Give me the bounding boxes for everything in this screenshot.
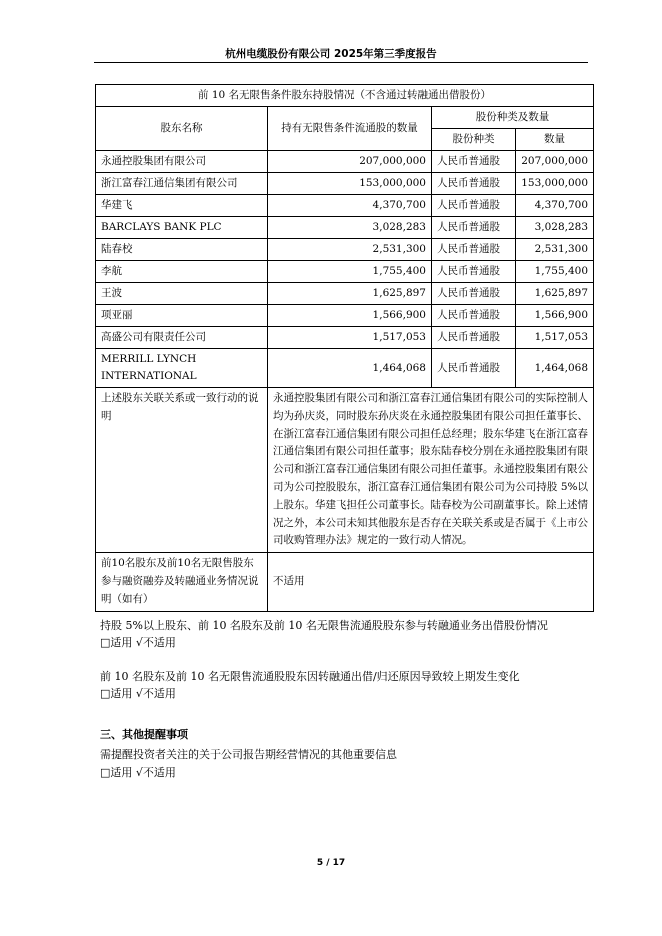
share-amount: 1,755,400 <box>516 261 594 283</box>
shareholder-name: 高盛公司有限责任公司 <box>96 327 268 349</box>
table-row <box>96 305 594 327</box>
shareholder-qty: 153,000,000 <box>268 173 432 195</box>
share-amount: 1,566,900 <box>516 305 594 327</box>
shareholder-name: 浙江富春江通信集团有限公司 <box>96 173 268 195</box>
table-row <box>96 151 594 173</box>
table-row <box>96 261 594 283</box>
col-header-amount: 数量 <box>516 129 594 151</box>
share-amount: 4,370,700 <box>516 195 594 217</box>
shareholder-qty: 1,517,053 <box>268 327 432 349</box>
share-amount: 1,464,068 <box>516 349 594 388</box>
share-type: 人民币普通股 <box>432 305 516 327</box>
shareholder-qty: 1,566,900 <box>268 305 432 327</box>
share-type: 人民币普通股 <box>432 349 516 388</box>
share-type: 人民币普通股 <box>432 283 516 305</box>
share-type: 人民币普通股 <box>432 151 516 173</box>
shareholder-name: 永通控股集团有限公司 <box>96 151 268 173</box>
margin-trading-label: 前10名股东及前10名无限售股东参与融资融券及转融通业务情况说明（如有） <box>96 553 268 611</box>
change-options: □适用 √不适用 <box>100 687 176 700</box>
other-reminders-heading: 三、其他提醒事项 <box>100 728 188 741</box>
relation-text: 永通控股集团有限公司和浙江富春江通信集团有限公司的实际控制人均为孙庆炎，同时股东孙庆炎在永通控股集团有限公司担任董事长、在浙江富春江通信集团有限公司担任总经理；股东华建飞在浙江富春江通信集团有限公司担任董事；股东陆春校分别在永通控股集团有限公司和浙江富春江通信集团有限公司担任董事。永通控股集团有限公司为公司控股股东，浙江富春江通信集团有限公司为公司持股 5%以上股东。华建飞担任公司董事长。陆春校为公司副董事长。除上述情况之外，本公司未知其他股东是否存在关联关系或是否属于《上市公司收购管理办法》规定的一致行动人情况。 <box>268 388 594 553</box>
share-type: 人民币普通股 <box>432 239 516 261</box>
shareholder-name: 陆春校 <box>96 239 268 261</box>
shareholder-qty: 1,464,068 <box>268 349 432 388</box>
shareholder-qty: 207,000,000 <box>268 151 432 173</box>
header-divider <box>94 62 588 63</box>
share-amount: 207,000,000 <box>516 151 594 173</box>
shareholder-name: 李航 <box>96 261 268 283</box>
col-header-type: 股份种类 <box>432 129 516 151</box>
share-type: 人民币普通股 <box>432 217 516 239</box>
shareholder-name: 项亚丽 <box>96 305 268 327</box>
table-row <box>96 283 594 305</box>
change-section-title: 前 10 名股东及前 10 名无限售流通股股东因转融通出借/归还原因导致较上期发生变化 <box>100 670 520 683</box>
relation-label: 上述股东关联关系或一致行动的说明 <box>96 388 268 553</box>
shareholder-qty: 1,755,400 <box>268 261 432 283</box>
shareholder-qty: 4,370,700 <box>268 195 432 217</box>
share-type: 人民币普通股 <box>432 195 516 217</box>
shareholder-qty: 3,028,283 <box>268 217 432 239</box>
top10-unrestricted-shareholders-table <box>95 84 594 612</box>
table-row <box>96 239 594 261</box>
shareholder-name: MERRILL LYNCH INTERNATIONAL <box>96 349 268 388</box>
table-row <box>96 349 594 388</box>
report-header-title: 杭州电缆股份有限公司 2025年第三季度报告 <box>225 48 437 60</box>
shareholder-qty: 2,531,300 <box>268 239 432 261</box>
shareholder-name: BARCLAYS BANK PLC <box>96 217 268 239</box>
col-header-type-group: 股份种类及数量 <box>432 107 594 129</box>
page-number: 5 / 17 <box>316 858 346 868</box>
table-row <box>96 217 594 239</box>
table-title: 前 10 名无限售条件股东持股情况（不含通过转融通出借股份） <box>96 85 594 107</box>
other-reminders-options: □适用 √不适用 <box>100 766 176 779</box>
col-header-name: 股东名称 <box>96 107 268 151</box>
share-amount: 3,028,283 <box>516 217 594 239</box>
share-amount: 2,531,300 <box>516 239 594 261</box>
table-row <box>96 195 594 217</box>
shareholder-qty: 1,625,897 <box>268 283 432 305</box>
table-row <box>96 327 594 349</box>
share-type: 人民币普通股 <box>432 327 516 349</box>
share-amount: 153,000,000 <box>516 173 594 195</box>
share-type: 人民币普通股 <box>432 261 516 283</box>
col-header-qty: 持有无限售条件流通股的数量 <box>268 107 432 151</box>
share-amount: 1,625,897 <box>516 283 594 305</box>
share-type: 人民币普通股 <box>432 173 516 195</box>
other-reminders-text: 需提醒投资者关注的关于公司报告期经营情况的其他重要信息 <box>100 748 397 761</box>
margin-trading-value: 不适用 <box>268 553 594 611</box>
shareholder-name: 华建飞 <box>96 195 268 217</box>
table-row <box>96 173 594 195</box>
lending-options: □适用 √不适用 <box>100 636 176 649</box>
shareholder-name: 王波 <box>96 283 268 305</box>
lending-section-title: 持股 5%以上股东、前 10 名股东及前 10 名无限售流通股股东参与转融通业务出借股份情况 <box>100 619 548 632</box>
share-amount: 1,517,053 <box>516 327 594 349</box>
